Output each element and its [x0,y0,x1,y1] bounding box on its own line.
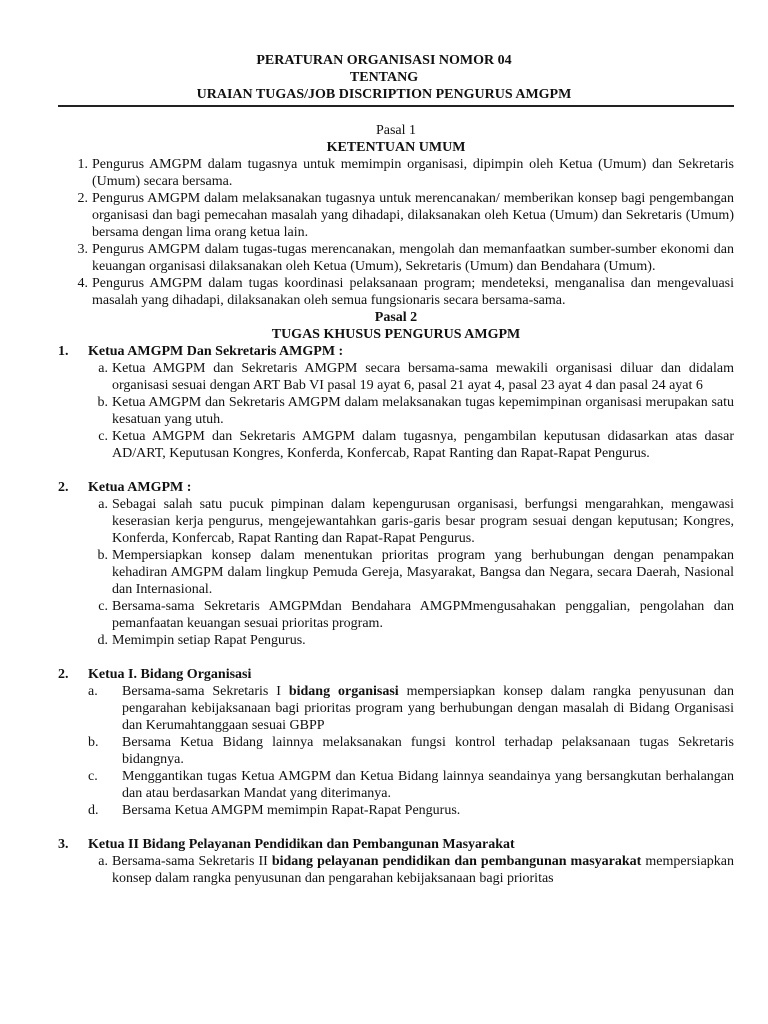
list-item [88,496,734,547]
section-title: Ketua AMGPM : [88,480,192,495]
section-list [58,360,734,462]
section-number: 2. [58,480,69,495]
list-text: Bersama-sama Sekretaris I bidang organisasi mempersiapkan konsep dalam rangka penyusunan dan pengarahan kebijaksanaan bagi prioritas program yang berhubungan dengan masalah di Bidang Organisasi dan Kerumahtanggaan sesuai GBPP [122,684,734,733]
list-text: Menggantikan tugas Ketua AMGPM dan Ketua Bidang lainnya seandainya yang bersangkutan berhalangan dan atau berdasarkan Mandat yang diterimanya. [122,769,734,801]
list-letter: b. [97,548,108,563]
pasal-1-title: KETENTUAN UMUM [326,140,466,155]
list-item [88,394,734,428]
list-item [88,598,734,632]
header-title: PERATURAN ORGANISASI NOMOR 04 [256,53,512,68]
list-item [88,632,734,649]
list-text: Ketua AMGPM dan Sekretaris AMGPM dalam melaksanakan tugas kepemimpinan organisasi merupakan satu kesatuan yang utuh. [112,395,734,427]
list-letter: b. [88,735,99,750]
list-item [88,853,734,887]
list-letter: c. [98,429,108,444]
section-title: Ketua II Bidang Pelayanan Pendidikan dan Pembangunan Masyarakat [88,837,515,852]
header-divider [58,105,734,107]
list-text: Bersama Ketua AMGPM memimpin Rapat-Rapat Pengurus. [122,803,461,818]
list-letter: a. [88,684,98,699]
list-text: Pengurus AMGPM dalam melaksanakan tugasnya untuk merencanakan/ memberikan konsep bagi pengembangan organisasi dan bagi pemecahan masalah yang dihadapi, dilaksanakan oleh Ketua (Umum) dan Sekretaris (Umum) bersama dengan lima orang ketua lain. [92,191,734,240]
section-title: Ketua AMGPM Dan Sekretaris AMGPM : [88,344,344,359]
section-number: 1. [58,344,69,359]
list-text: Ketua AMGPM dan Sekretaris AMGPM secara bersama-sama mewakili organisasi diluar dan didalam organisasi sesuai dengan ART Bab VI pasal 19 ayat 6, pasal 21 ayat 4, pasal 23 ayat 4 dan pasal 24 ayat 6 [112,361,734,393]
list-item [88,768,734,802]
list-item [88,683,734,734]
section-list [58,853,734,887]
list-item [58,156,734,190]
list-text: Ketua AMGPM dan Sekretaris AMGPM dalam tugasnya, pengambilan keputusan didasarkan atas dasar AD/ART, Keputusan Kongres, Konferda, Konfercab, Rapat Ranting dan Rapat-Rapat Pengurus. [112,429,734,461]
list-letter: a. [98,854,108,869]
list-text: Pengurus AMGPM dalam tugas koordinasi pelaksanaan program; mendeteksi, menganalisa dan mengevaluasi masalah yang dihadapi, dilaksanakan oleh semua fungsionaris secara bersama-sama. [92,276,734,308]
pasal-2-title: TUGAS KHUSUS PENGURUS AMGPM [271,327,521,342]
pasal-2-label: Pasal 2 [374,310,418,325]
section-heading [58,479,734,496]
list-item [58,275,734,309]
list-item [58,190,734,241]
list-text: Sebagai salah satu pucuk pimpinan dalam kepengurusan organisasi, berfungsi mengarahkan, mengawasi keserasian kerja pengurus, mengejewantahkan garis-garis besar program sesuai dengan keputusan; Kongres, Konferda, Konfercab, Rapat Ranting dan Rapat-Rapat Pengurus. [112,497,734,546]
list-number: 3. [77,242,88,257]
list-letter: d. [88,803,99,818]
list-letter: b. [97,395,108,410]
list-item [88,360,734,394]
document-body [58,122,734,887]
list-letter: d. [97,633,108,648]
list-item [88,802,734,819]
section-heading [58,343,734,360]
section-heading [58,666,734,683]
list-number: 2. [77,191,88,206]
section-title: Ketua I. Bidang Organisasi [88,667,252,682]
pasal-1-list [58,156,734,309]
section-number: 3. [58,837,69,852]
list-item [58,241,734,275]
list-letter: c. [88,769,98,784]
section-heading [58,836,734,853]
list-text: Bersama-sama Sekretaris II bidang pelayanan pendidikan dan pembangunan masyarakat mempersiapkan konsep dalam rangka penyusunan dan pengarahan kebijaksanaan bagi prioritas [112,854,734,886]
list-text: Memimpin setiap Rapat Pengurus. [112,633,306,648]
header-subtitle: TENTANG [349,70,419,85]
document-header [0,52,768,103]
header-topic: URAIAN TUGAS/JOB DISCRIPTION PENGURUS AMGPM [196,87,572,102]
list-text: Pengurus AMGPM dalam tugas-tugas merencanakan, mengolah dan memanfaatkan sumber-sumber ekonomi dan keuangan organisasi dilaksanakan oleh Ketua (Umum), Sekretaris (Umum) dan Bendahara (Umum). [92,242,734,274]
list-text: Bersama Ketua Bidang lainnya melaksanakan fungsi kontrol terhadap pelaksanaan tugas Sekretaris bidangnya. [122,735,734,767]
list-item [88,428,734,462]
list-item [88,547,734,598]
list-letter: a. [98,361,108,376]
section-list [58,496,734,649]
section-number: 2. [58,667,69,682]
list-item [88,734,734,768]
list-number: 1. [77,157,88,172]
list-text: Bersama-sama Sekretaris AMGPMdan Bendahara AMGPMmengusahakan penggalian, pengolahan dan pemanfaatan keuangan sesuai prioritas program. [112,599,734,631]
list-letter: a. [98,497,108,512]
section-list [58,683,734,819]
list-text: Pengurus AMGPM dalam tugasnya untuk memimpin organisasi, dipimpin oleh Ketua (Umum) dan Sekretaris (Umum) secara bersama. [92,157,734,189]
list-letter: c. [98,599,108,614]
list-text: Mempersiapkan konsep dalam menentukan prioritas program yang berhubungan dengan penampakan kehadiran AMGPM dalam lingkup Pemuda Gereja, Masyarakat, Bangsa dan Negara, secara Daerah, Nasional dan Internasional. [112,548,734,597]
list-number: 4. [77,276,88,291]
pasal-1-label: Pasal 1 [375,123,417,138]
